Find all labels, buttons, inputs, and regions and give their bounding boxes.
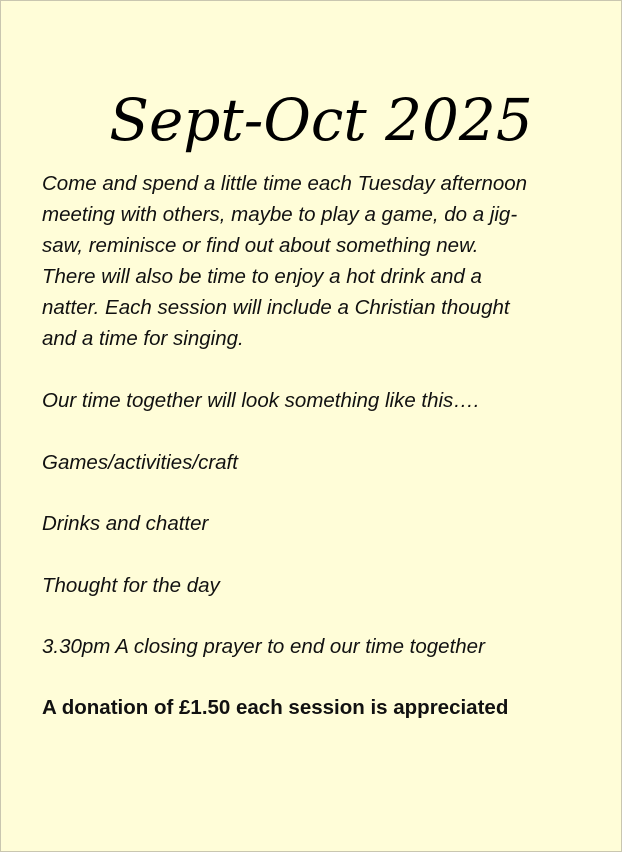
schedule-item-thought: Thought for the day <box>42 574 220 597</box>
intro-line: saw, reminisce or find out about something new. <box>42 234 479 257</box>
schedule-intro: Our time together will look something like this…. <box>42 389 480 412</box>
schedule-item-games: Games/activities/craft <box>42 451 238 474</box>
intro-line: meeting with others, maybe to play a game, do a jig- <box>42 203 518 226</box>
schedule-item-prayer: 3.30pm A closing prayer to end our time together <box>42 635 485 658</box>
intro-line: and a time for singing. <box>42 327 244 350</box>
intro-line: Come and spend a little time each Tuesday afternoon <box>42 172 528 195</box>
intro-line: There will also be time to enjoy a hot drink and a <box>42 265 482 288</box>
intro-line: natter. Each session will include a Christian thought <box>42 296 510 319</box>
schedule-item-drinks: Drinks and chatter <box>42 512 209 535</box>
flyer-title: Sept-Oct 2025 <box>109 86 533 154</box>
donation-note: A donation of £1.50 each session is appreciated <box>42 696 509 719</box>
